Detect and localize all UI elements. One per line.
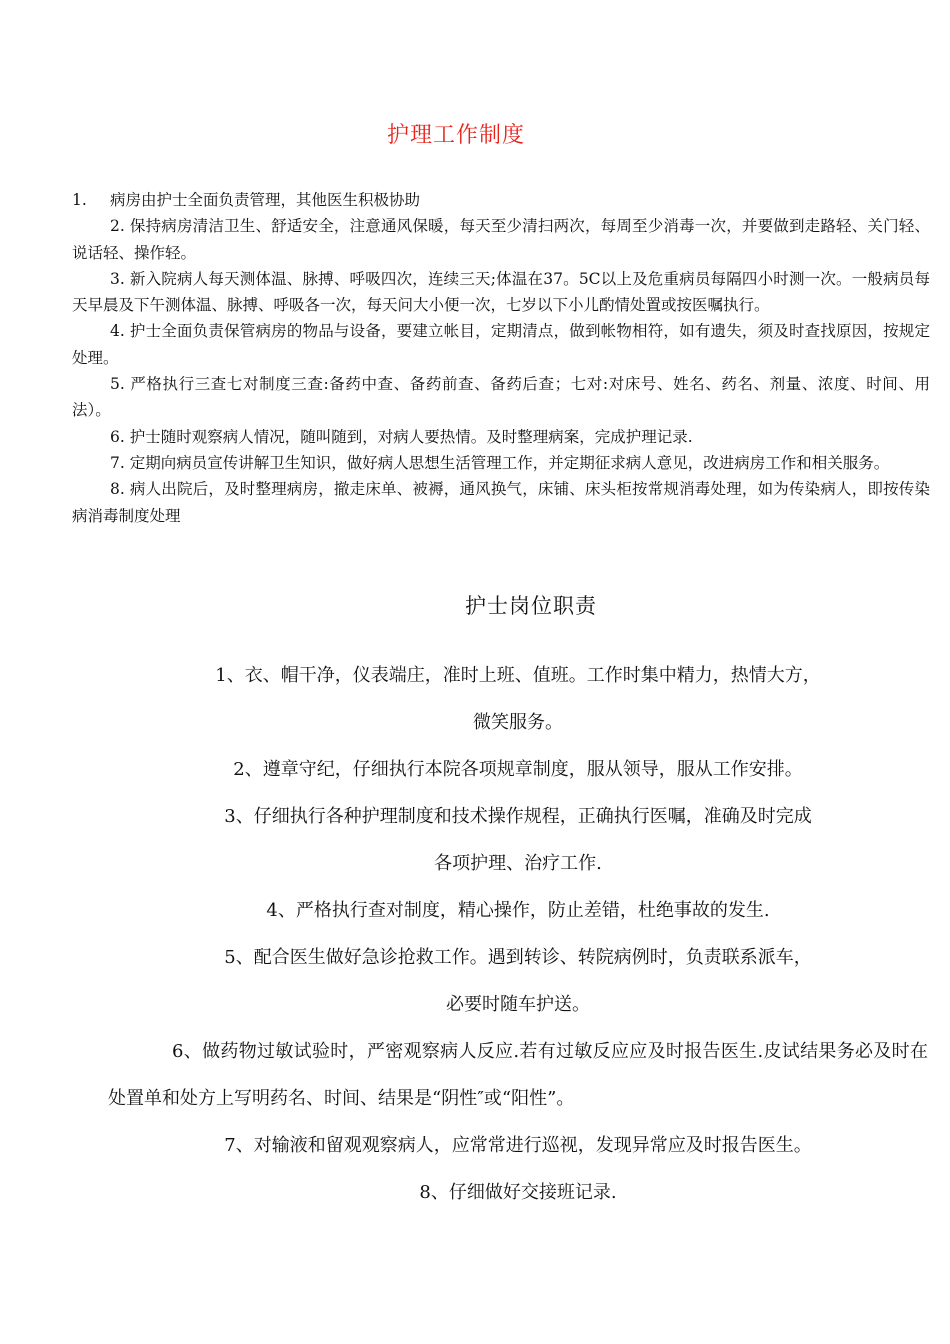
item-text: 定期向病员宣传讲解卫生知识，做好病人思想生活管理工作，并定期征求病人意见，改进病房工作和相关服务。 (129, 453, 890, 472)
item-text: 严格执行三查七对制度三查:备药中查、备药前查、备药后查；七对:对床号、姓名、药名、剂量、浓度、时间、用法）。 (72, 375, 930, 420)
item-number: 7. (110, 453, 125, 472)
item-text: 新入院病人每天测体温、脉搏、呼吸四次，连续三天;体温在37。5C以上及危重病员每隔四小时测一次。一般病员每天早晨及下午测体温、脉搏、呼吸各一次，每天问大小便一次，七岁以下小儿酌情处置或按医嘱执行。 (72, 269, 930, 315)
duty-line-5: 5、配合医生做好急诊抢救工作。遇到转诊、转院病例时，负责联系派车， (224, 947, 812, 968)
system-item-6 (72, 424, 930, 450)
item-number: 3. (110, 269, 125, 288)
item-text: 病房由护士全面负责管理，其他医生积极协助 (110, 191, 421, 209)
item-number: 5. (110, 375, 125, 394)
item-number: 2. (110, 217, 125, 236)
item-text: 护士全面负责保管病房的物品与设备，要建立帐目，定期清点，做到帐物相符，如有遗失，须及时查找原因，按规定处理。 (72, 322, 930, 367)
nurse-duties-list (108, 652, 928, 1216)
duty-line-5-cont: 必要时随车护送。 (446, 994, 590, 1015)
duty-line-7: 7、对输液和留观观察病人，应常常进行巡视，发现异常应及时报告医生。 (224, 1135, 812, 1156)
item-number: 6. (110, 427, 125, 446)
system-item-1 (72, 187, 930, 213)
duty-line-6: 6、做药物过敏试验时，严密观察病人反应.若有过敏反应应及时报告医生.皮试结果务必及时在处置单和处方上写明药名、时间、结果是“阴性″或“阳性”。 (108, 1041, 928, 1109)
system-item-5 (72, 371, 930, 424)
nursing-system-list (72, 187, 930, 529)
item-text: 保持病房清洁卫生、舒适安全，注意通风保暖，每天至少清扫两次，每周至少消毒一次，并要做到走路轻、关门轻、说话轻、操作轻。 (72, 217, 930, 262)
duty-line-2: 2、遵章守纪，仔细执行本院各项规章制度，服从领导，服从工作安排。 (233, 759, 803, 780)
title-nurse-duties: 护士岗位职责 (465, 594, 597, 618)
title-nursing-work-system: 护理工作制度 (386, 123, 525, 148)
system-item-2 (72, 213, 930, 266)
duty-line-3: 3、仔细执行各种护理制度和技术操作规程，正确执行医嘱，准确及时完成 (224, 806, 812, 827)
system-item-8 (72, 476, 930, 529)
duty-line-1: 1、衣、帽干净，仪表端庄，准时上班、值班。工作时集中精力，热情大方， (215, 665, 821, 686)
system-item-7 (72, 450, 930, 476)
duty-line-1-cont: 微笑服务。 (473, 712, 563, 733)
system-item-3 (72, 266, 930, 319)
item-number: 4. (110, 322, 125, 341)
duty-line-4: 4、严格执行查对制度，精心操作，防止差错，杜绝事故的发生. (266, 900, 770, 921)
item-text: 病人出院后，及时整理病房，撤走床单、被褥，通风换气，床铺、床头柜按常规消毒处理，如为传染病人，即按传染病消毒制度处理 (72, 480, 930, 525)
duty-line-3-cont: 各项护理、治疗工作. (434, 853, 602, 874)
duty-line-8: 8、仔细做好交接班记录. (419, 1182, 617, 1203)
item-number: 8. (110, 480, 125, 499)
item-number: 1. (72, 191, 87, 209)
item-text: 护士随时观察病人情况，随叫随到，对病人要热情。及时整理病案，完成护理记录. (129, 427, 693, 446)
system-item-4 (72, 318, 930, 371)
